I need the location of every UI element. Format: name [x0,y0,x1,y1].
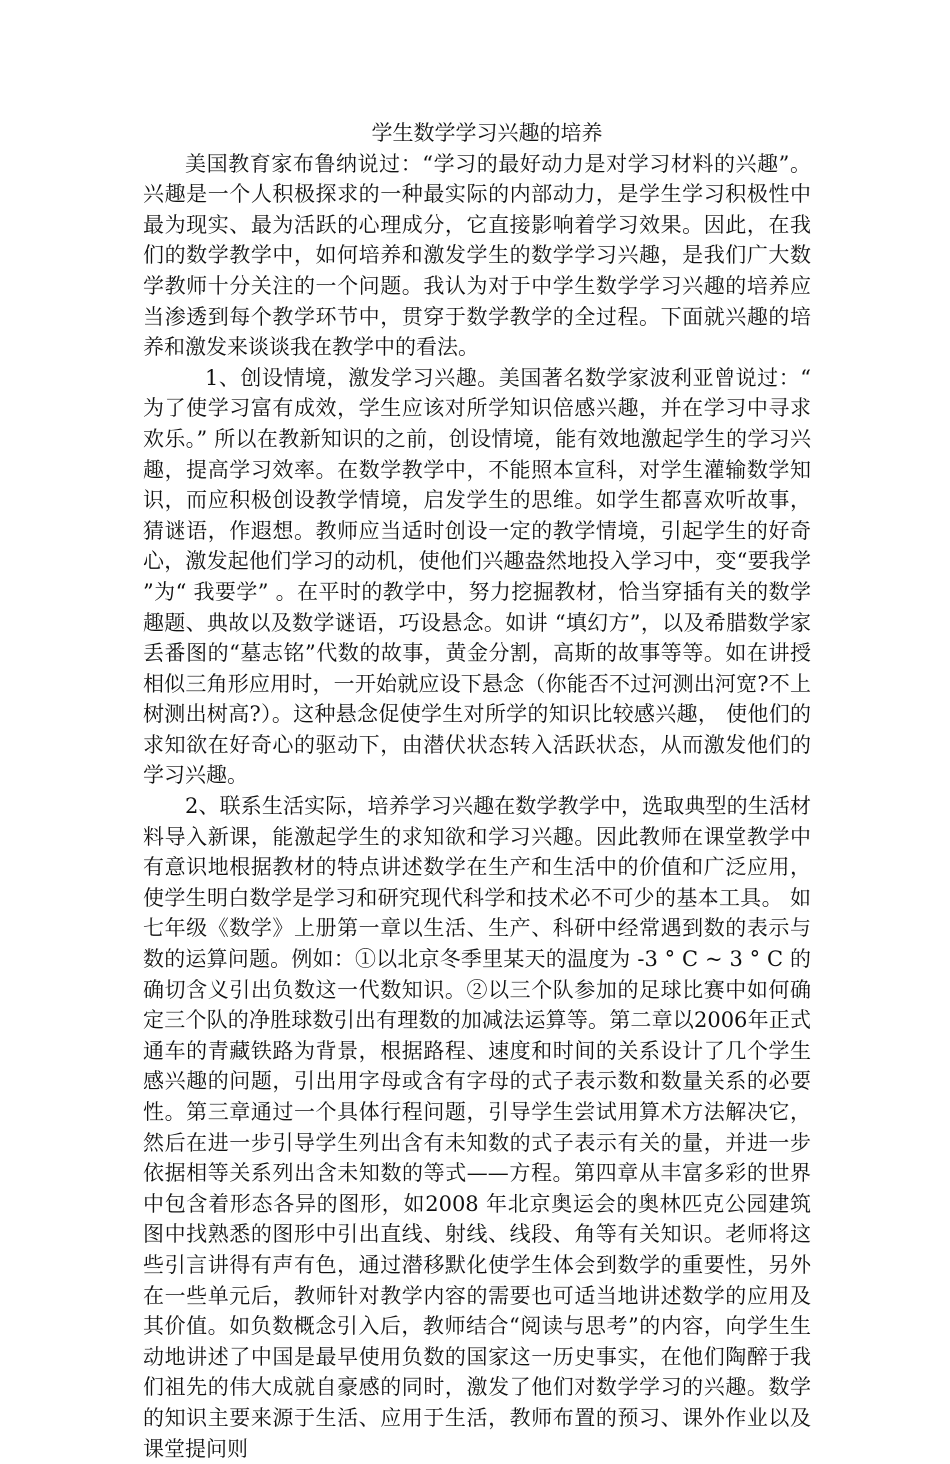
paragraph-section-1: 1、创设情境，激发学习兴趣。美国著名数学家波利亚曾说过：“为了使学习富有成效，学生应该对所学知识倍感兴趣，并在学习中寻求欢乐。” 所以在教新知识的之前，创设情境，能有效地激起学生的学习兴趣，提高学习效率。在数学教学中，不能照本宣科，对学生灌输数学知识，而应积极创设教学情境，启发学生的思维。如学生都喜欢听故事，猜谜语，作遐想。教师应当适时创设一定的教学情境，引起学生的好奇心，激发起他们学习的动机，使他们兴趣盎然地投入学习中，变“要我学”为“ 我要学” 。在平时的教学中，努力挖掘教材，恰当穿插有关的数学趣题、典故以及数学谜语，巧设悬念。如讲 “填幻方”，以及希腊数学家丢番图的“墓志铭”代数的故事，黄金分割，高斯的故事等等。如在讲授相似三角形应用时，一开始就应设下悬念（你能否不过河测出河宽?不上树测出树高?）。这种悬念促使学生对所学的知识比较感兴趣， 使他们的求知欲在好奇心的驱动下，由潜伏状态转入活跃状态，从而激发他们的学习兴趣。 [143,365,811,788]
paragraph-section-2: 2、联系生活实际，培养学习兴趣在数学教学中，选取典型的生活材料导入新课，能激起学生的求知欲和学习兴趣。因此教师在课堂教学中有意识地根据教材的特点讲述数学在生产和生活中的价值和广泛应用，使学生明白数学是学习和研究现代科学和技术必不可少的基本工具。 如七年级《数学》上册第一章以生活、生产、科研中经常遇到数的表示与数的运算问题。例如：①以北京冬季里某天的温度为 -3 ° C ~ 3 ° C 的确切含义引出负数这一代数知识。②以三个队参加的足球比赛中如何确定三个队的净胜球数引出有理数的加减法运算等。第二章以2006年正式通车的青藏铁路为背景，根据路程、速度和时间的关系设计了几个学生感兴趣的问题，引出用字母或含有字母的式子表示数和数量关系的必要性。第三章通过一个具体行程问题，引导学生尝试用算术方法解决它，然后在进一步引导学生列出含有未知数的式子表示有关的量，并进一步依据相等关系列出含未知数的等式——方程。第四章从丰富多彩的世界中包含着形态各异的图形，如2008 年北京奥运会的奥林匹克公园建筑图中找熟悉的图形中引出直线、射线、线段、角等有关知识。老师将这些引言讲得有声有色，通过潜移默化使学生体会到数学的重要性，另外在一些单元后，教师针对教学内容的需要也可适当地讲述数学的应用及其价值。如负数概念引入后，教师结合“阅读与思考”的内容，向学生生动地讲述了中国是最早使用负数的国家这一历史事实，在他们陶醉于我们祖先的伟大成就自豪感的同时，激发了他们对数学学习的兴趣。数学的知识主要来源于生活、应用于生活，教师布置的预习、课外作业以及课堂提问则 [143,794,811,1461]
document-page [143,118,811,1464]
paragraph-intro: 美国教育家布鲁纳说过：“学习的最好动力是对学习材料的兴趣”。兴趣是一个人积极探求的一种最实际的内部动力，是学生学习积极性中最为现实、最为活跃的心理成分，它直接影响着学习效果。因此，在我们的数学教学中，如何培养和激发学生的数学学习兴趣，是我们广大数学教师十分关注的一个问题。我认为对于中学生数学学习兴趣的培养应当渗透到每个教学环节中，贯穿于数学教学的全过程。下面就兴趣的培养和激发来谈谈我在教学中的看法。 [143,151,811,360]
document-title: 学生数学学习兴趣的培养 [371,121,603,145]
